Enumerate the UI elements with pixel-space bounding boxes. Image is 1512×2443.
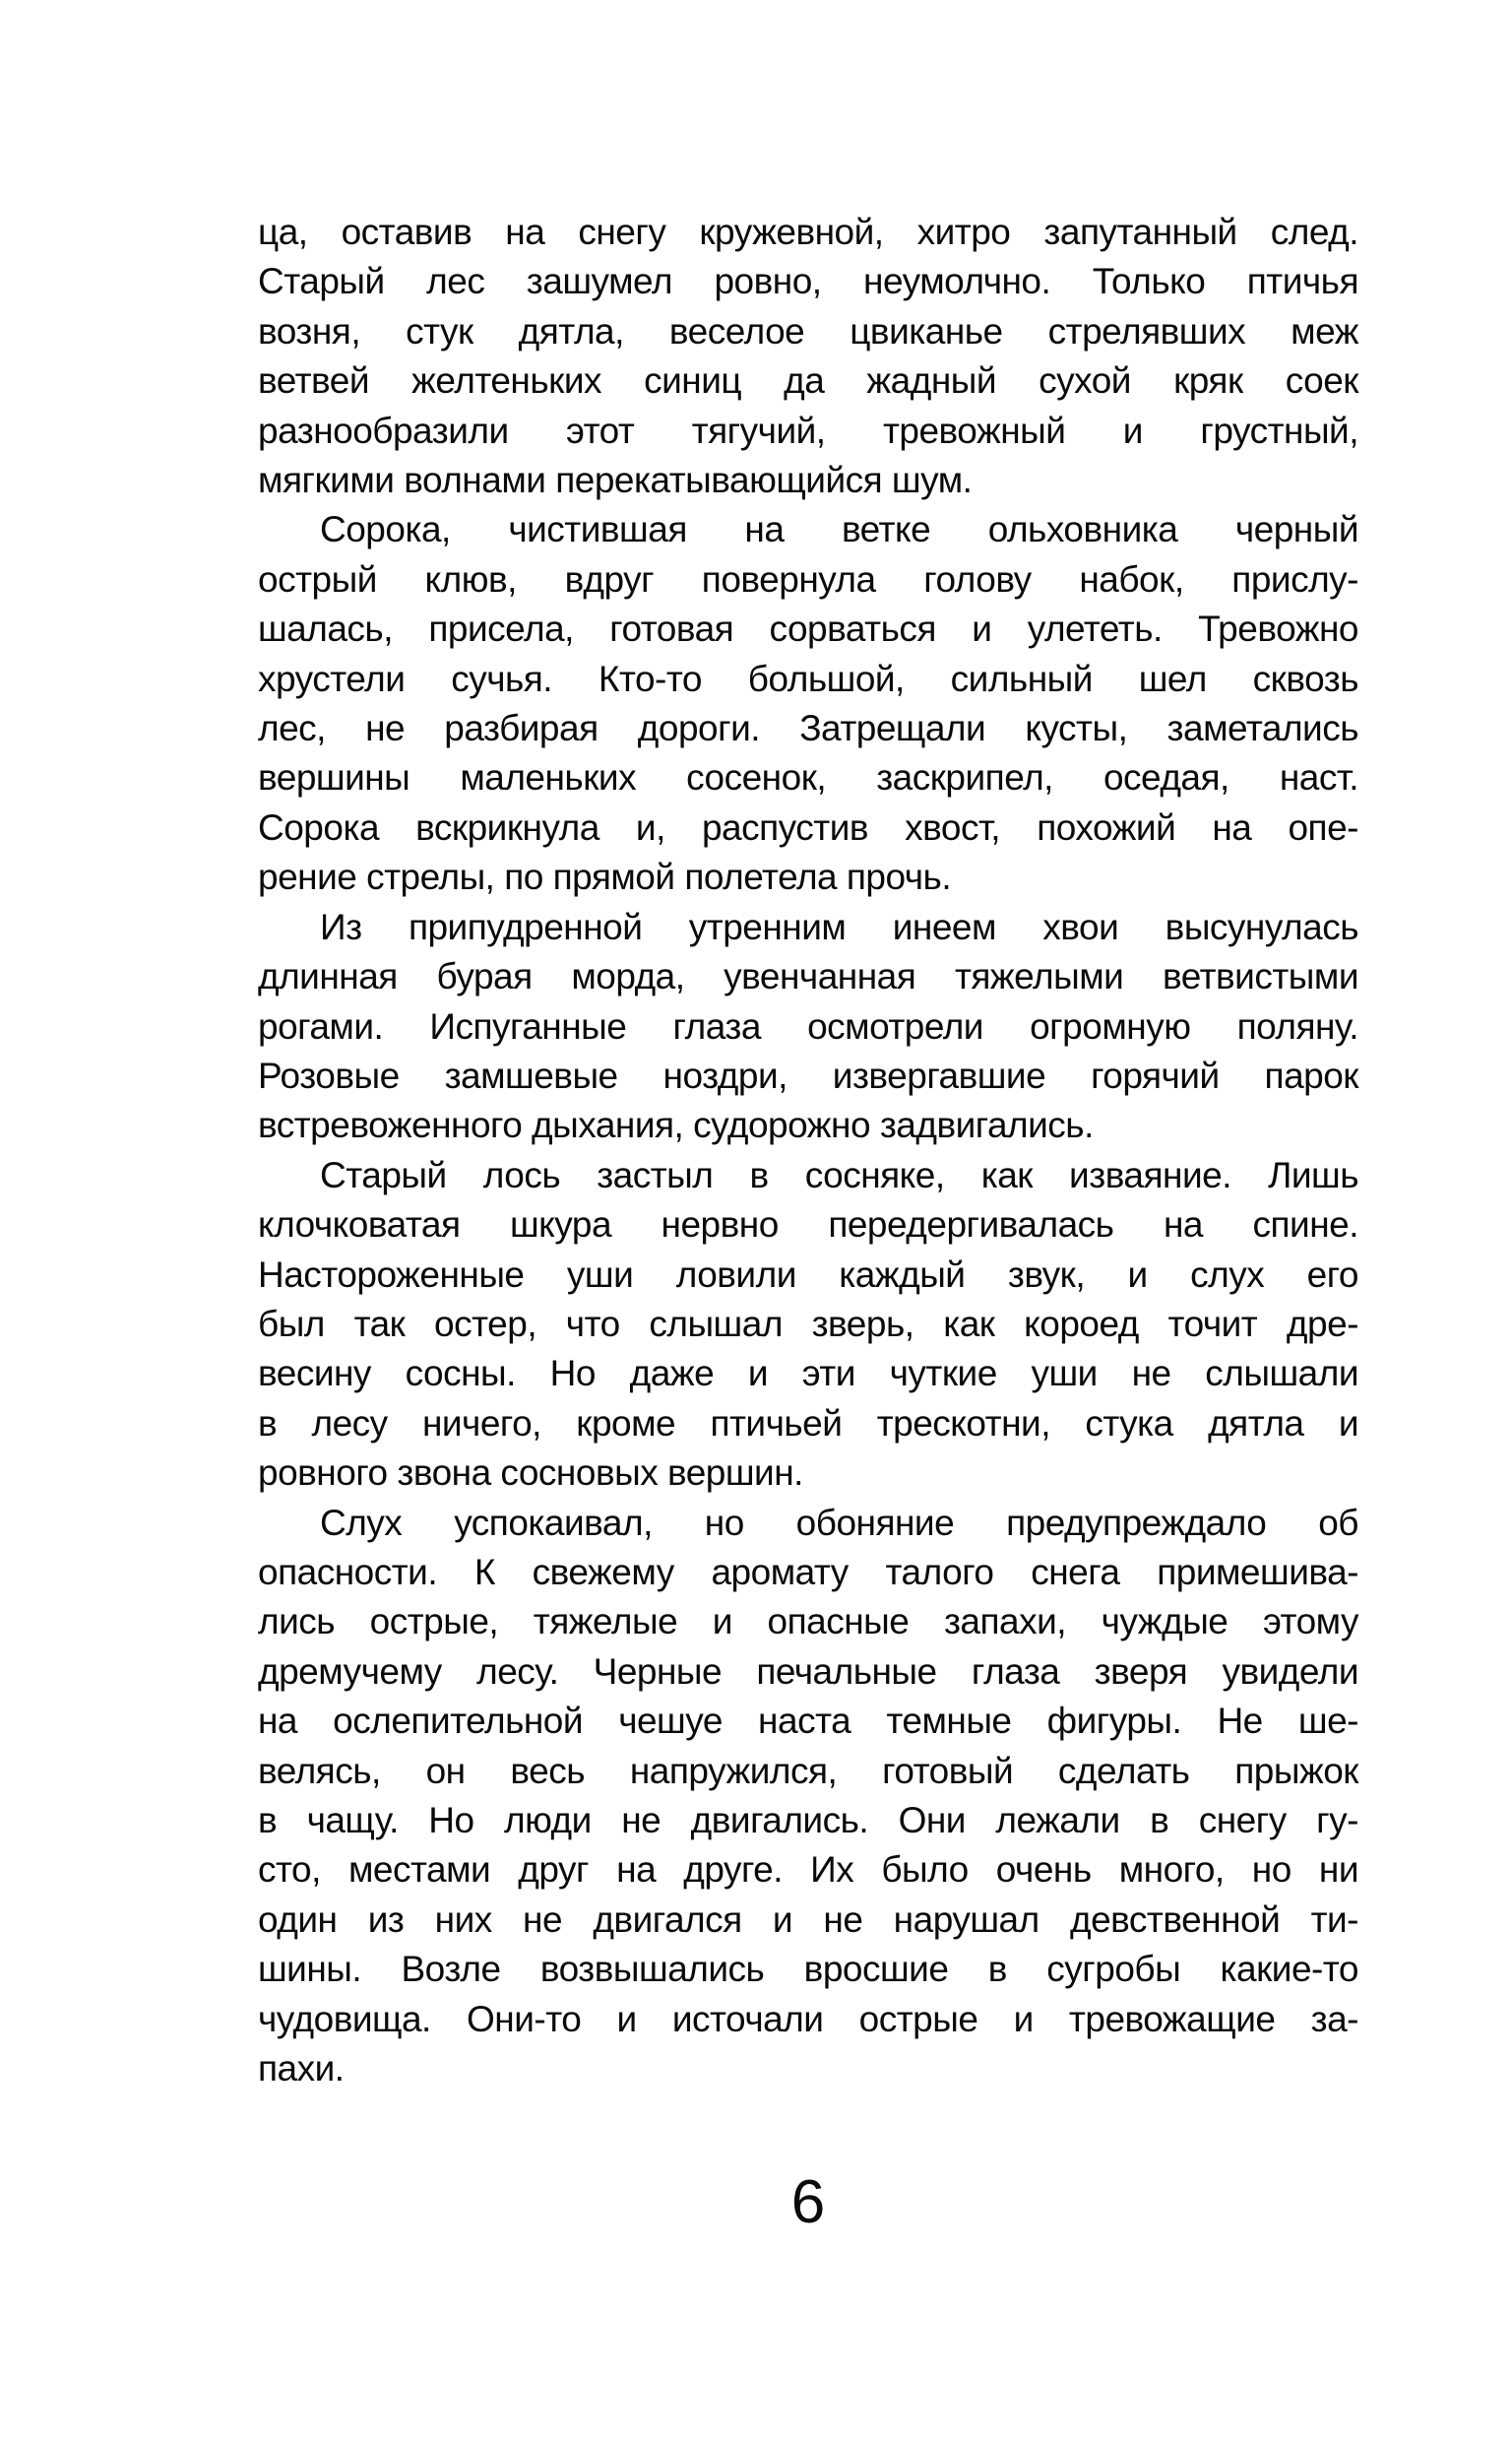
page-number: 6 [790,2168,826,2236]
text-line: клочковатая шкура нервно передергивалась на спине. [258,1204,1358,1246]
paragraph-2 [258,505,1358,902]
text-line: Старый лес зашумел ровно, неумолчно. Только птичья [258,261,1358,302]
text-line: ца, оставив на снегу кружевной, хитро запутанный след. [258,212,1358,252]
text-line: Настороженные уши ловили каждый звук, и слух его [258,1254,1358,1295]
text-line: на ослепительной чешуе наста темные фигуры. Не ше- [258,1701,1358,1742]
text-line: Розовые замшевые ноздри, извергавшие горячий парок [258,1055,1358,1096]
text-line: мягкими волнами перекатывающийся шум. [258,460,973,501]
paragraph-4 [258,1151,1358,1499]
text-line: шины. Возле возвышались вросшие в сугробы какие-то [258,1949,1358,1990]
text-line: Сорока вскрикнула и, распустив хвост, похожий на опе- [258,806,1358,848]
text-line: рение стрелы, по прямой полетела прочь. [258,857,952,898]
text-line: рогами. Испуганные глаза осмотрели огромную поляну. [258,1005,1358,1047]
text-line: встревоженного дыхания, судорожно задвигались. [258,1105,1094,1146]
text-line: дремучему лесу. Черные печальные глаза зверя увидели [258,1650,1358,1692]
text-line: в чащу. Но люди не двигались. Они лежали в снегу гу- [258,1800,1358,1840]
text-line: Слух успокаивал, но обоняние предупреждало об [320,1502,1358,1543]
text-line: один из них не двигался и не нарушал девственной ти- [258,1898,1358,1940]
text-line: велясь, он весь напружился, готовый сделать прыжок [258,1750,1358,1791]
text-line: разнообразили этот тягучий, тревожный и грустный, [258,410,1358,451]
text-line: хрустели сучья. Кто-то большой, сильный шел сквозь [258,658,1358,699]
text-line: лись острые, тяжелые и опасные запахи, чуждые этому [258,1601,1358,1642]
text-line: в лесу ничего, кроме птичьей трескотни, стука дятла и [258,1402,1358,1444]
page-text [258,208,1358,2093]
text-line: острый клюв, вдруг повернула голову набок, прислу- [258,558,1358,600]
text-line: Старый лось застыл в сосняке, как изваяние. Лишь [320,1154,1358,1195]
text-line: сто, местами друг на друге. Их было очень много, но ни [258,1849,1358,1891]
text-line: ровного звона сосновых вершин. [258,1452,803,1494]
text-line: Сорока, чистившая на ветке ольховника черный [320,509,1358,550]
text-line: возня, стук дятла, веселое цвиканье стрелявших меж [258,310,1358,352]
text-line: был так остер, что слышал зверь, как короед точит дре- [258,1303,1358,1344]
text-line: Из припудренной утренним инеем хвои высунулась [320,906,1358,947]
paragraph-3 [258,903,1358,1151]
text-line: чудовища. Они-то и источали острые и тревожащие за- [258,1998,1358,2039]
paragraph-5 [258,1499,1358,2094]
paragraph-1 [258,208,1358,505]
text-line: ветвей желтеньких синиц да жадный сухой кряк соек [258,360,1358,402]
text-line: лес, не разбирая дороги. Затрещали кусты, заметались [258,708,1358,749]
text-line: весину сосны. Но даже и эти чуткие уши не слышали [258,1353,1358,1394]
text-line: шалась, присела, готовая сорваться и улететь. Тревожно [258,609,1358,650]
text-line: вершины маленьких сосенок, заскрипел, оседая, наст. [258,757,1358,799]
text-line: длинная бурая морда, увенчанная тяжелыми ветвистыми [258,956,1358,997]
text-line: пахи. [258,2048,345,2089]
text-line: опасности. К свежему аромату талого снега примешива- [258,1551,1358,1592]
